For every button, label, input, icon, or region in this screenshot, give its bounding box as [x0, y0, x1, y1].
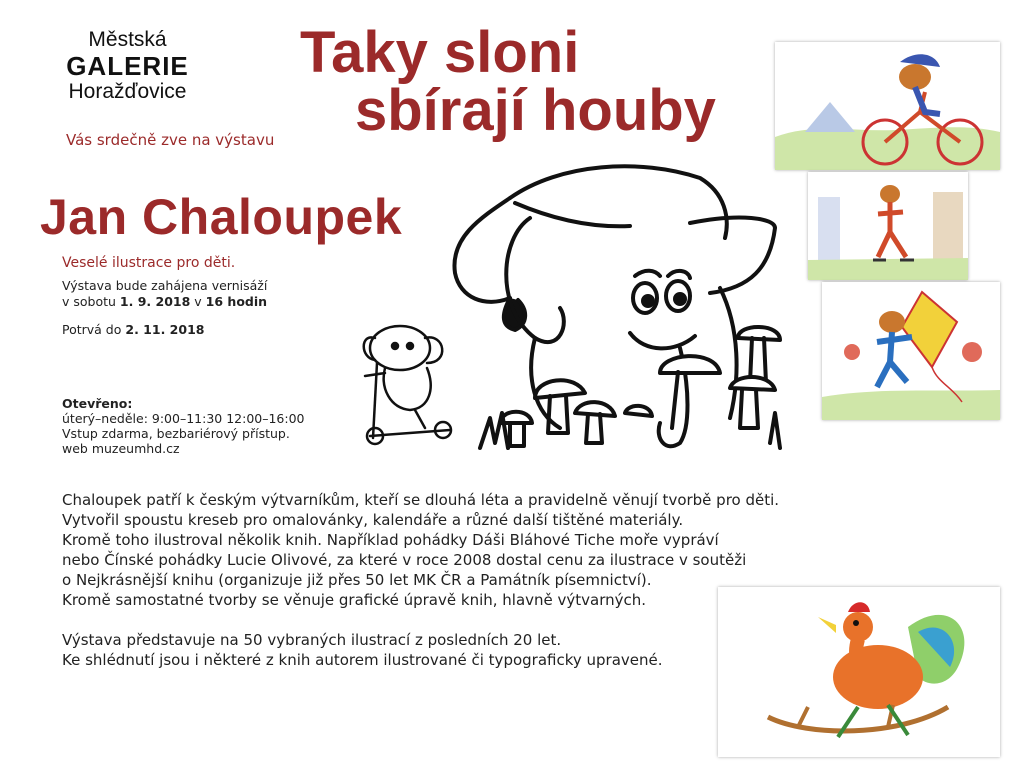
- description-line: nebo Čínské pohádky Lucie Olivové, za které v roce 2008 dostal cenu za ilustrace v soutěži: [62, 551, 747, 569]
- logo-line-1: Městská: [88, 28, 167, 51]
- opening-hours: [62, 396, 305, 456]
- scooter-elephant-illustration: [355, 318, 465, 448]
- title-line-2: sbírají houby: [355, 78, 716, 143]
- exhibition-title: [300, 20, 716, 143]
- description-line: o Nejkrásnější knihu (organizuje již přes 50 let MK ČR a Památník písemnictví).: [62, 571, 652, 589]
- description-line: Chaloupek patří k českým výtvarníkům, kteří se dlouhá léta a pravidelně věnují tvorbě pro děti.: [62, 491, 780, 509]
- until-prefix: Potrvá do: [62, 322, 126, 337]
- description-line: Kromě samostatné tvorby se věnuje grafické úpravě knih, hlavně výtvarných.: [62, 591, 647, 609]
- exhibition-until: [62, 322, 204, 337]
- opening-hours-times: úterý–neděle: 9:00–11:30 12:00–16:00: [62, 411, 305, 426]
- opening-time: 16 hodin: [205, 294, 268, 309]
- description-line: Kromě toho ilustroval několik knih. Například pohádky Dáši Bláhové Tiche moře vypráví: [62, 531, 719, 549]
- description: [62, 490, 862, 670]
- description-line: Vytvořil spoustu kreseb pro omalovánky, kalendáře a různé další tištěné materiály.: [62, 511, 684, 529]
- logo-line-3: Horažďovice: [68, 80, 187, 103]
- opening-mid: v: [190, 294, 206, 309]
- opening-info: [62, 278, 267, 310]
- opening-prefix: v sobotu: [62, 294, 120, 309]
- elephant-illustration: [440, 158, 785, 458]
- artist-name: Jan Chaloupek: [40, 189, 403, 245]
- description-paragraph-2: [62, 630, 862, 670]
- entry-info: Vstup zdarma, bezbariérový přístup.: [62, 426, 290, 441]
- kite-dog-illustration: [822, 282, 1000, 420]
- opening-hours-heading: Otevřeno:: [62, 396, 133, 411]
- logo-line-2: GALERIE: [66, 51, 189, 81]
- opening-line-2: [62, 294, 267, 310]
- title-line-1: Taky sloni: [300, 20, 580, 85]
- opening-line-1: Výstava bude zahájena vernisáží: [62, 278, 268, 293]
- until-date: 2. 11. 2018: [125, 322, 205, 337]
- skater-dog-illustration: [808, 172, 968, 280]
- description-paragraph-1: [62, 490, 862, 610]
- description-line: Ke shlédnutí jsou i některé z knih autorem ilustrované či typograficky upravené.: [62, 651, 663, 669]
- gallery-logo: [60, 28, 195, 104]
- exhibition-subtitle: Veselé ilustrace pro děti.: [62, 255, 236, 271]
- website-text: web muzeumhd.cz: [62, 441, 180, 456]
- opening-date: 1. 9. 2018: [119, 294, 191, 309]
- invite-text: Vás srdečně zve na výstavu: [66, 131, 275, 149]
- cyclist-dog-illustration: [775, 42, 1000, 170]
- description-line: Výstava představuje na 50 vybraných ilustrací z posledních 20 let.: [62, 631, 562, 649]
